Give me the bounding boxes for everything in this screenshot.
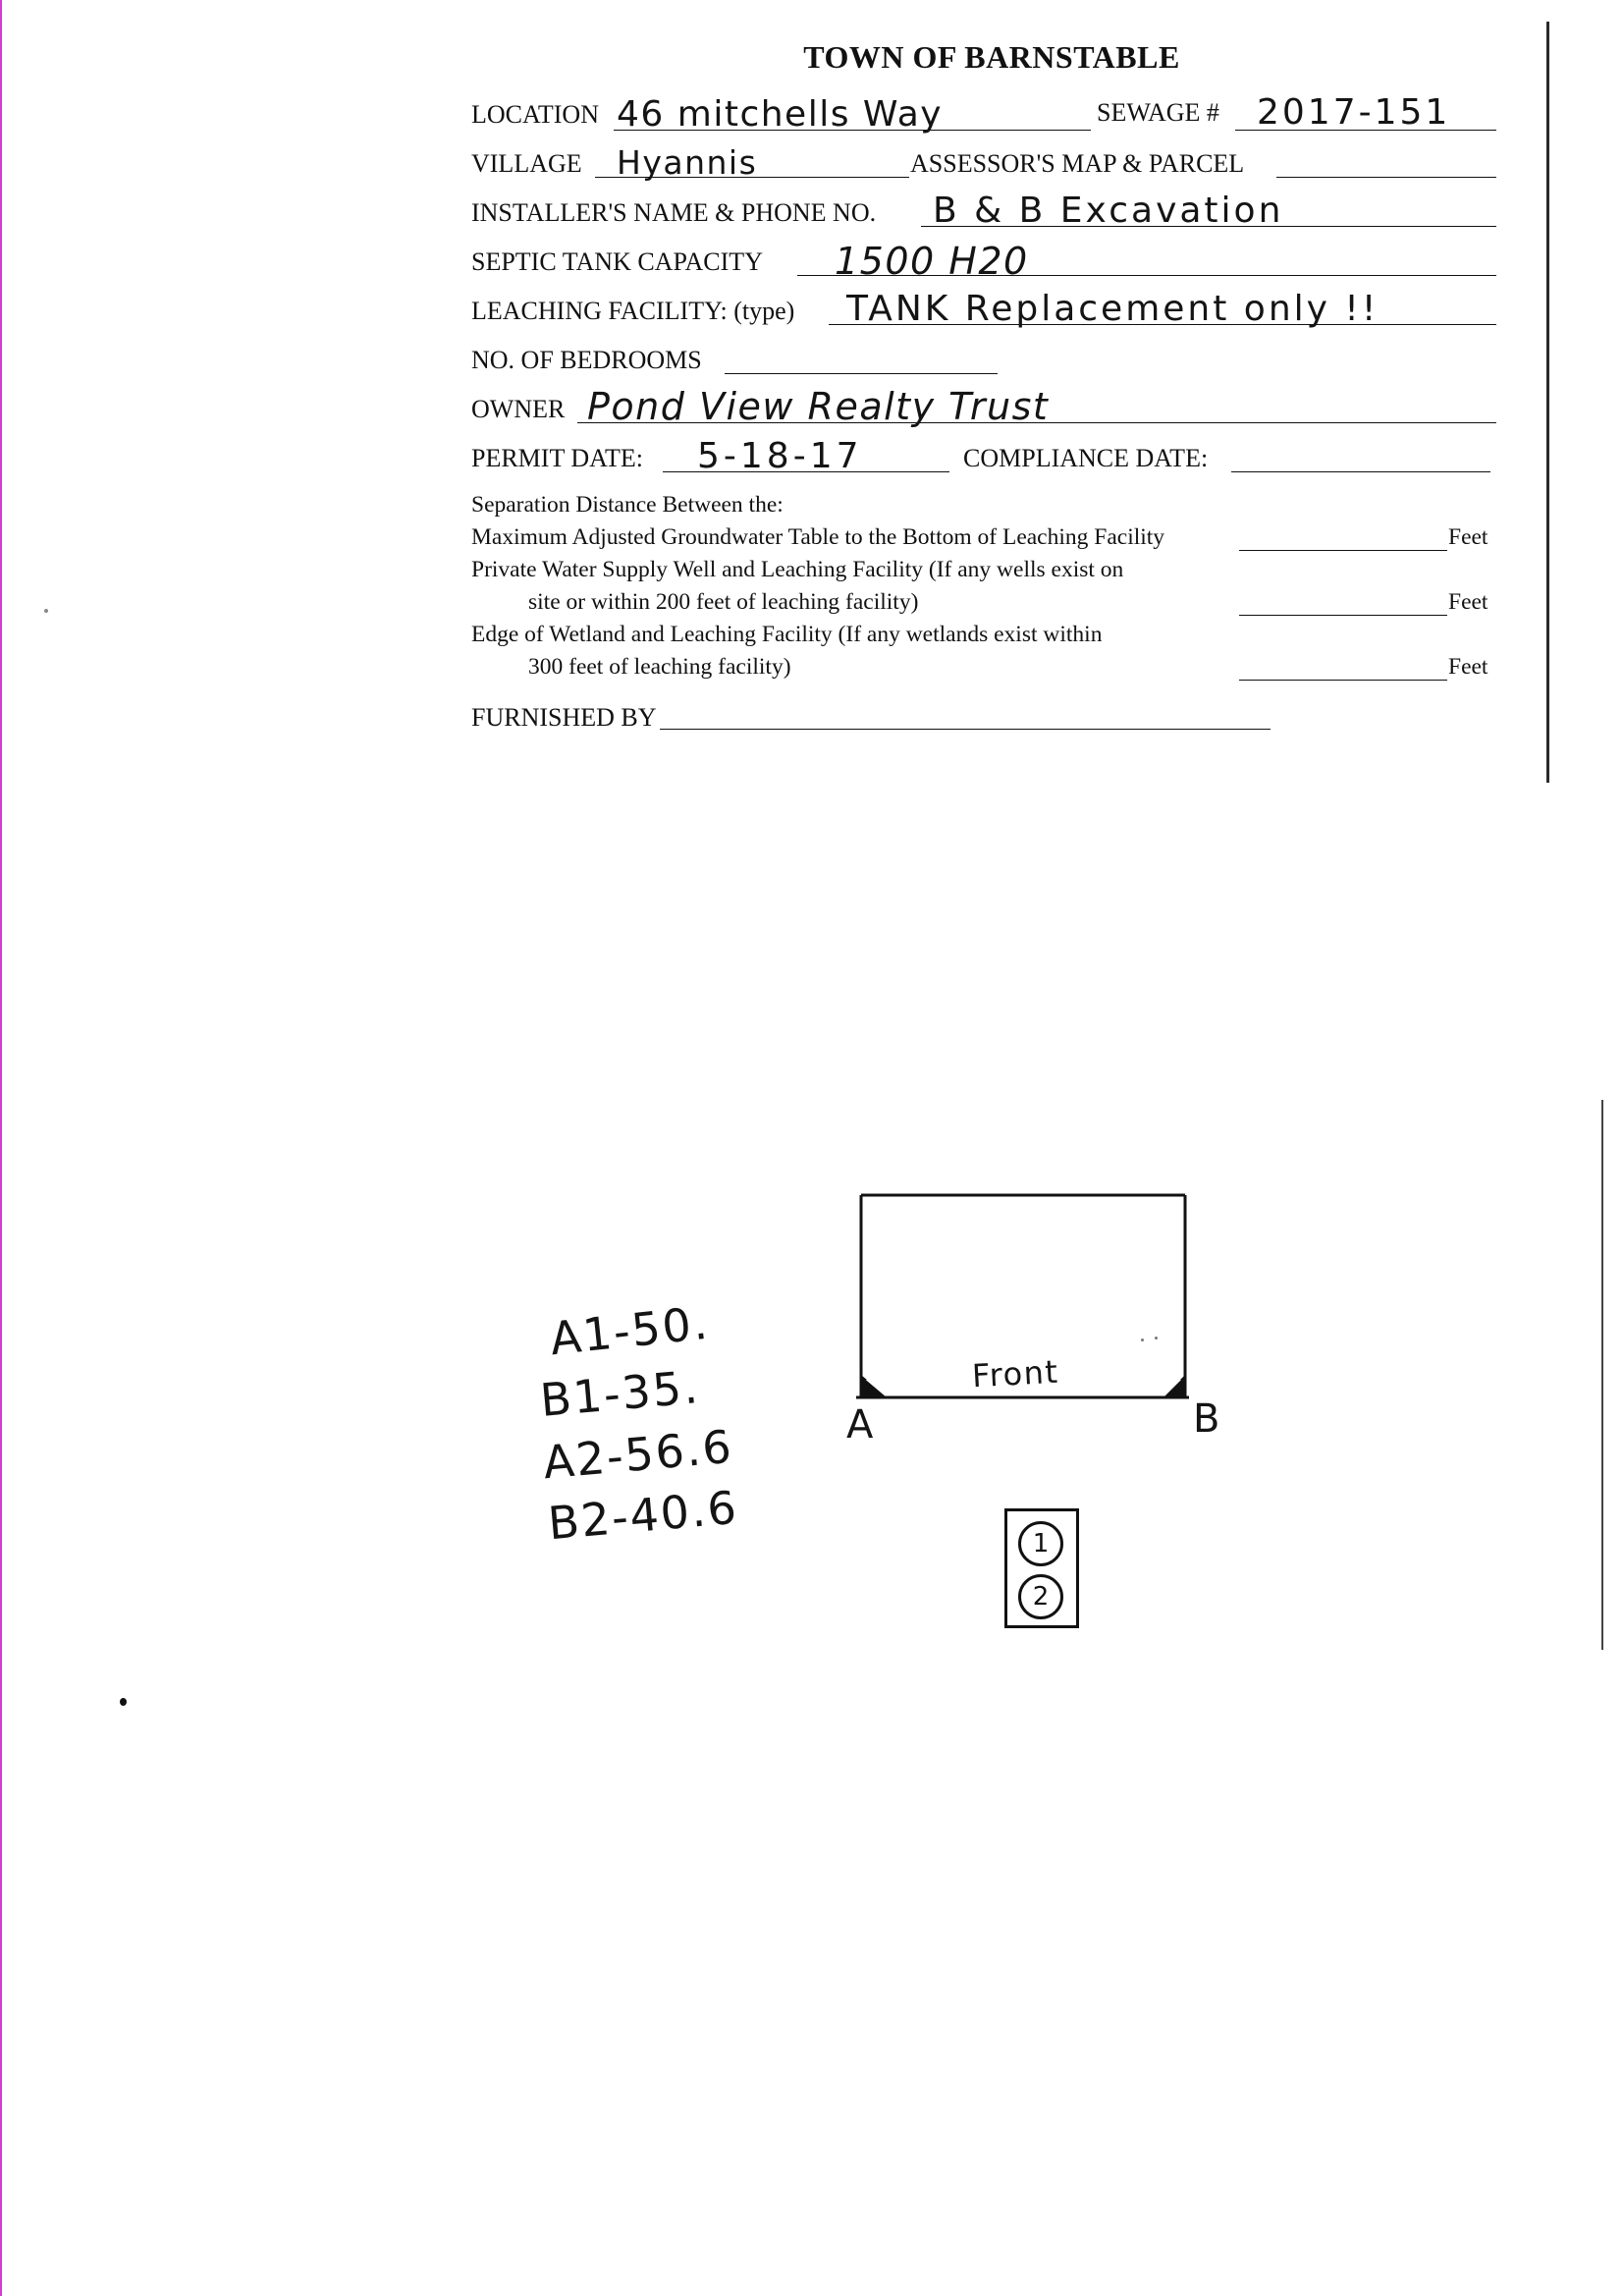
measurement-b1: B1-35.	[537, 1360, 702, 1427]
bedrooms-label: NO. OF BEDROOMS	[471, 346, 702, 374]
sewage-label: SEWAGE #	[1097, 98, 1219, 127]
groundwater-feet-label: Feet	[1448, 524, 1488, 550]
well-feet-label: Feet	[1448, 589, 1488, 615]
scan-edge	[0, 0, 2, 2296]
owner-value: Pond View Realty Trust	[587, 385, 1050, 428]
separation-wetland-cont: 300 feet of leaching facility)	[528, 654, 791, 680]
measurement-a2: A2-56.6	[541, 1419, 735, 1490]
septic-label: SEPTIC TANK CAPACITY	[471, 247, 763, 276]
compliance-label: COMPLIANCE DATE:	[963, 444, 1209, 472]
location-value: 46 mitchells Way	[617, 94, 944, 135]
leaching-value: TANK Replacement only !!	[846, 289, 1380, 329]
cover-box	[1004, 1508, 1079, 1628]
scan-speck	[1155, 1337, 1158, 1339]
wetland-feet-line	[1239, 680, 1447, 681]
assessor-label: ASSESSOR'S MAP & PARCEL	[910, 149, 1245, 178]
permit-value: 5-18-17	[697, 436, 863, 476]
furnished-line	[660, 729, 1271, 730]
scan-speck	[44, 609, 48, 613]
cover-1-circle: 1	[1018, 1521, 1063, 1566]
well-feet-line	[1239, 615, 1447, 616]
wetland-feet-label: Feet	[1448, 654, 1488, 680]
separation-well-cont: site or within 200 feet of leaching facility)	[528, 589, 919, 615]
measurement-b2: B2-40.6	[546, 1480, 740, 1551]
furnished-label: FURNISHED BY	[471, 703, 657, 732]
septic-value: 1500 H20	[835, 240, 1029, 283]
installer-value: B & B Excavation	[933, 191, 1284, 231]
installer-label: INSTALLER'S NAME & PHONE NO.	[471, 198, 877, 227]
scan-border-top	[1546, 22, 1549, 783]
separation-groundwater: Maximum Adjusted Groundwater Table to the Bottom of Leaching Facility	[471, 524, 1165, 550]
scan-speck	[120, 1698, 127, 1706]
scan-border-bottom	[1601, 1100, 1603, 1650]
scan-speck	[1141, 1339, 1144, 1341]
corner-b-label: B	[1193, 1396, 1221, 1442]
groundwater-feet-line	[1239, 550, 1447, 551]
cover-2-circle: 2	[1018, 1574, 1063, 1619]
separation-well: Private Water Supply Well and Leaching Facility (If any wells exist on	[471, 557, 1124, 582]
owner-label: OWNER	[471, 395, 566, 423]
separation-heading: Separation Distance Between the:	[471, 492, 784, 518]
location-label: LOCATION	[471, 100, 599, 129]
front-label: Front	[971, 1352, 1060, 1395]
leaching-label: LEACHING FACILITY: (type)	[471, 297, 795, 325]
form-title: TOWN OF BARNSTABLE	[803, 39, 1180, 75]
measurement-a1: A1-50.	[547, 1295, 712, 1366]
village-label: VILLAGE	[471, 149, 582, 178]
bedrooms-line	[725, 373, 998, 374]
permit-label: PERMIT DATE:	[471, 444, 644, 472]
sewage-value: 2017-151	[1257, 92, 1451, 133]
compliance-line	[1231, 471, 1490, 472]
assessor-line	[1276, 177, 1496, 178]
separation-wetland: Edge of Wetland and Leaching Facility (If any wetlands exist within	[471, 622, 1103, 647]
village-value: Hyannis	[617, 143, 758, 182]
corner-a-label: A	[846, 1402, 875, 1448]
